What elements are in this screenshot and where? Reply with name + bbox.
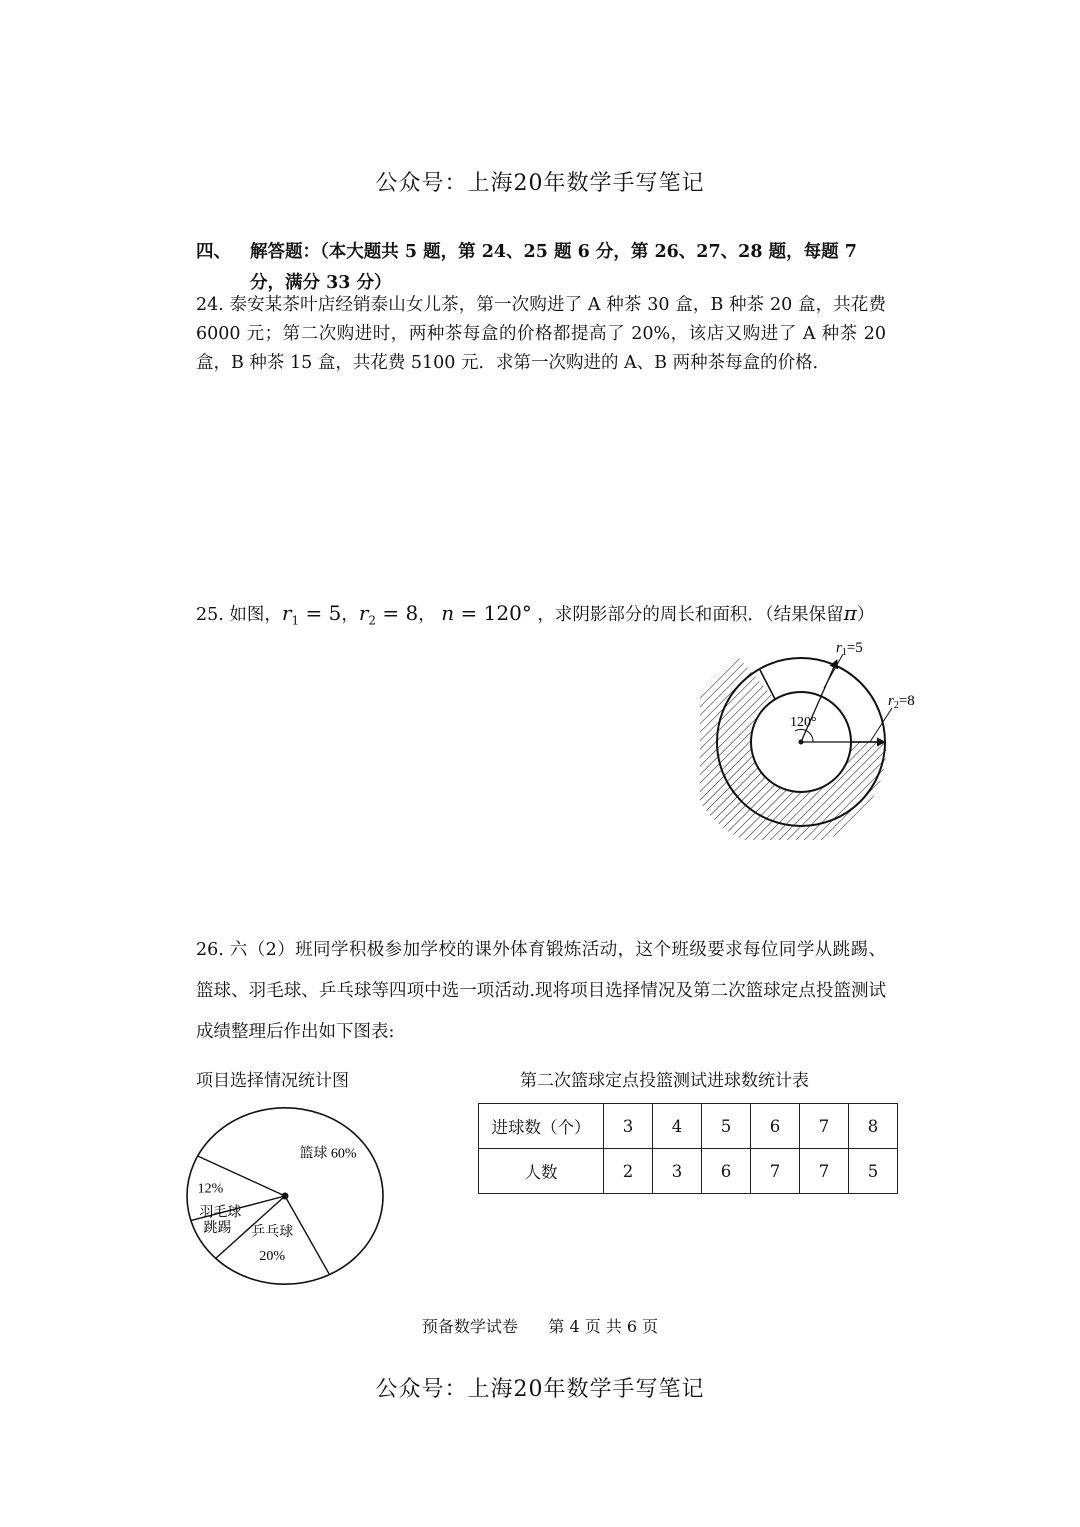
q25-r1: r xyxy=(281,601,292,625)
table-cell: 2 xyxy=(604,1149,653,1194)
table-cell: 7 xyxy=(751,1149,800,1194)
section-title-line1: 解答题：（本大题共 5 题，第 24、25 题 6 分，第 26、27、28 题，每题 7 xyxy=(250,242,857,262)
section-title-line2: 分，满分 33 分） xyxy=(250,273,392,293)
pie-chart xyxy=(180,1104,390,1294)
table-cell: 6 xyxy=(702,1149,751,1194)
table-cell: 6 xyxy=(751,1104,800,1149)
question-24: 24. 泰安某茶叶店经销泰山女儿茶，第一次购进了 A 种茶 30 盒，B 种茶 20 盒，共花费 6000 元；第二次购进时，两种茶每盒的价格都提高了 20%，该店又购进了 A 种茶 20 盒，B 种茶 15 盒，共花费 5100 元．求第一次购进的 A、B 两种茶每盒的价格． xyxy=(196,295,886,373)
angle-label: 120° xyxy=(790,715,817,730)
table-row1-header: 进球数（个） xyxy=(479,1104,604,1149)
q25-r2-sub: 2 xyxy=(368,613,377,628)
q25-r2-value: = 8 xyxy=(376,601,419,625)
q25-prefix: 25. 如图， xyxy=(196,605,282,625)
q25-r2: r xyxy=(358,601,369,625)
section-number: 四、 xyxy=(196,242,231,262)
pie-slice-label: 乒乓球 20% xyxy=(251,1224,294,1264)
table-cell: 3 xyxy=(653,1149,702,1194)
table-row xyxy=(479,1104,898,1149)
q25-r1-value: = 5 xyxy=(299,601,342,625)
q25-close: ） xyxy=(856,605,875,625)
r2-leader xyxy=(870,708,892,742)
q25-sep1: ， xyxy=(341,605,359,625)
section-header xyxy=(196,237,886,299)
q25-r1-sub: 1 xyxy=(291,613,300,628)
table-cell: 5 xyxy=(702,1104,751,1149)
stats-table xyxy=(478,1103,898,1194)
question-25 xyxy=(196,601,874,628)
pie-slice-label: 跳踢 xyxy=(203,1220,232,1236)
pie-caption: 项目选择情况统计图 xyxy=(196,1071,349,1091)
q25-suffix: ，求阴影部分的周长和面积．（结果保留 xyxy=(537,605,844,625)
q25-sep2: ， xyxy=(418,605,436,625)
table-cell: 8 xyxy=(849,1104,898,1149)
watermark-bottom: 公众号：上海20年数学手写笔记 xyxy=(375,1377,705,1402)
label-r1: $r_1=5$ xyxy=(836,640,863,658)
question-26: 26. 六（2）班同学积极参加学校的课外体育锻炼活动，这个班级要求每位同学从跳踢、篮球、羽毛球、乒乓球等四项中选一项活动.现将项目选择情况及第二次篮球定点投篮测试成绩整理后作出如下图表: xyxy=(196,940,886,1042)
q25-n: n xyxy=(441,601,455,625)
label-r2: $r_2=8$ xyxy=(888,693,915,711)
q25-n-value: = 120° xyxy=(454,601,532,625)
pie-slice-label: 篮球 60% xyxy=(299,1146,357,1162)
r1-leader xyxy=(824,654,843,688)
center-dot xyxy=(799,740,804,745)
table-row xyxy=(479,1149,898,1194)
table-cell: 5 xyxy=(849,1149,898,1194)
pie-center-dot xyxy=(282,1193,289,1200)
footer-exam-name: 预备数学试卷 xyxy=(421,1317,518,1336)
table-cell: 4 xyxy=(653,1104,702,1149)
annulus-figure xyxy=(700,630,940,840)
watermark-top: 公众号：上海20年数学手写笔记 xyxy=(375,171,705,196)
pie-slice-label: 12%羽毛球 xyxy=(197,1181,242,1221)
table-cell: 7 xyxy=(800,1149,849,1194)
table-row2-header: 人数 xyxy=(479,1149,604,1194)
table-cell: 3 xyxy=(604,1104,653,1149)
table-caption: 第二次篮球定点投篮测试进球数统计表 xyxy=(520,1071,809,1091)
footer-page-number: 第 4 页 共 6 页 xyxy=(548,1317,659,1336)
table-cell: 7 xyxy=(800,1104,849,1149)
page-footer xyxy=(0,1314,1080,1337)
q25-pi: π xyxy=(843,601,857,625)
